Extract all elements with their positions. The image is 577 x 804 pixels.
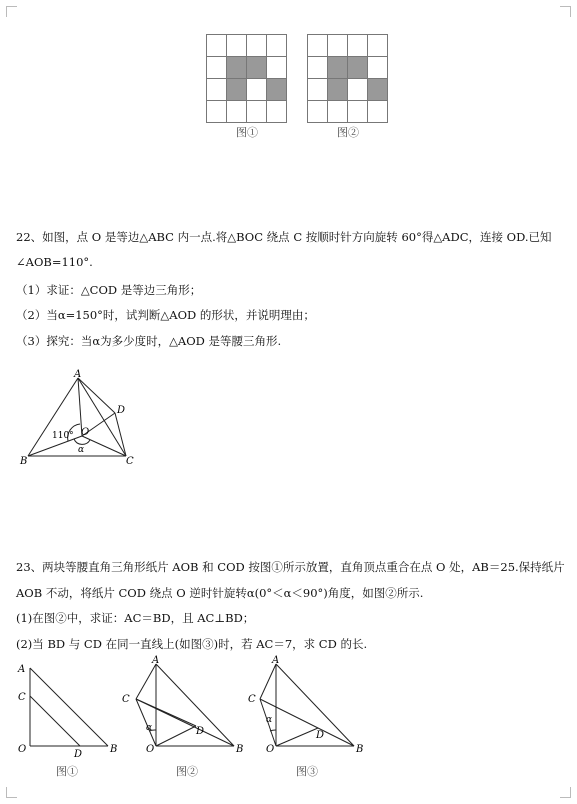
q23f2-label-C: C <box>122 694 130 705</box>
grid-caption-1: 图① <box>236 126 258 139</box>
q23-item2: (2)当 BD 与 CD 在同一直线上(如图③)时，若 AC＝7，求 CD 的长. <box>16 637 368 651</box>
q22-label-O: O <box>81 427 90 438</box>
q23f1-label-D: D <box>74 749 83 760</box>
grid-cell <box>267 101 287 123</box>
grid-cell <box>247 101 267 123</box>
q23f3-alpha: α <box>266 715 273 725</box>
grid-cell <box>348 79 368 101</box>
shaded-cell <box>247 57 267 79</box>
q23-figure-1 <box>14 660 124 760</box>
q23f3-label-A: A <box>272 655 280 666</box>
q23f2-label-O: O <box>146 744 155 755</box>
shaded-cell <box>267 79 287 101</box>
grid-cell <box>328 101 348 123</box>
grid-cell <box>227 35 247 57</box>
grid-cell <box>267 35 287 57</box>
grid-cell <box>328 35 348 57</box>
q23f2-label-A: A <box>152 655 160 666</box>
q23-caption-2: 图② <box>176 765 198 778</box>
q22-alpha-label: α <box>78 445 85 455</box>
q23f3-label-C: C <box>248 694 256 705</box>
grid-cell <box>308 101 328 123</box>
grid-cell <box>247 35 267 57</box>
shaded-cell <box>227 79 247 101</box>
q22-label-B: B <box>20 456 28 467</box>
q22-item2: （2）当α=150°时，试判断△AOD 的形状，并说明理由； <box>16 308 315 322</box>
q22-label-D: D <box>117 405 126 416</box>
q23f2-label-B: B <box>236 744 244 755</box>
q22-line2: ∠AOB=110°. <box>16 255 93 269</box>
grid-cell <box>348 101 368 123</box>
q23-line2: AOB 不动，将纸片 COD 绕点 O 逆时针旋转α(0°＜α＜90°)角度，如图②所示. <box>16 586 424 600</box>
q23f1-label-C: C <box>18 692 26 703</box>
q23f2-alpha: α <box>146 723 153 733</box>
q23-caption-3: 图③ <box>296 765 318 778</box>
shaded-cell <box>227 57 247 79</box>
q22-label-C: C <box>126 456 134 467</box>
q22-item3: （3）探究：当α为多少度时，△AOD 是等腰三角形. <box>16 334 282 348</box>
q23-figure-3 <box>238 654 368 760</box>
grid-figure-2 <box>307 34 388 123</box>
corner-mark <box>560 6 571 17</box>
corner-mark <box>6 6 17 17</box>
q23f1-label-A: A <box>18 664 26 675</box>
grid-cell <box>207 35 227 57</box>
q23f1-label-O: O <box>18 744 27 755</box>
grid-cell <box>348 35 368 57</box>
grid-cell <box>267 57 287 79</box>
corner-mark <box>6 787 17 798</box>
q22-line1: 22、如图，点 O 是等边△ABC 内一点.将△BOC 绕点 C 按顺时针方向旋转 60°得△ADC，连接 OD.已知 <box>16 230 552 244</box>
grid-cell <box>207 57 227 79</box>
q23f2-label-D: D <box>196 726 205 737</box>
grid-cell <box>207 79 227 101</box>
shaded-cell <box>368 79 388 101</box>
q23f1-label-B: B <box>110 744 118 755</box>
grid-cell <box>368 101 388 123</box>
grid-caption-2: 图② <box>337 126 359 139</box>
grid-cell <box>368 35 388 57</box>
grid-cell <box>308 35 328 57</box>
grid-cell <box>308 57 328 79</box>
shaded-cell <box>348 57 368 79</box>
shaded-cell <box>328 57 348 79</box>
q23f3-label-O: O <box>266 744 275 755</box>
q23-item1: (1)在图②中，求证：AC＝BD，且 AC⊥BD； <box>16 611 255 625</box>
q23-caption-1: 图① <box>56 765 78 778</box>
grid-figure-1 <box>206 34 287 123</box>
grid-cell <box>368 57 388 79</box>
grid-cell <box>308 79 328 101</box>
grid-cell <box>227 101 247 123</box>
grid-cell <box>247 79 267 101</box>
q22-angle-label: 110° <box>52 431 74 441</box>
corner-mark <box>560 787 571 798</box>
q23f3-label-B: B <box>356 744 364 755</box>
q23-line1: 23、两块等腰直角三角形纸片 AOB 和 COD 按图①所示放置，直角顶点重合在点 O 处，AB＝25.保持纸片 <box>16 560 565 574</box>
q22-figure <box>18 368 143 468</box>
shaded-cell <box>328 79 348 101</box>
q22-label-A: A <box>74 369 82 380</box>
q23f3-label-D: D <box>316 730 325 741</box>
q23-figure-2 <box>118 654 248 760</box>
grid-cell <box>207 101 227 123</box>
q22-item1: （1）求证：△COD 是等边三角形； <box>16 283 202 297</box>
